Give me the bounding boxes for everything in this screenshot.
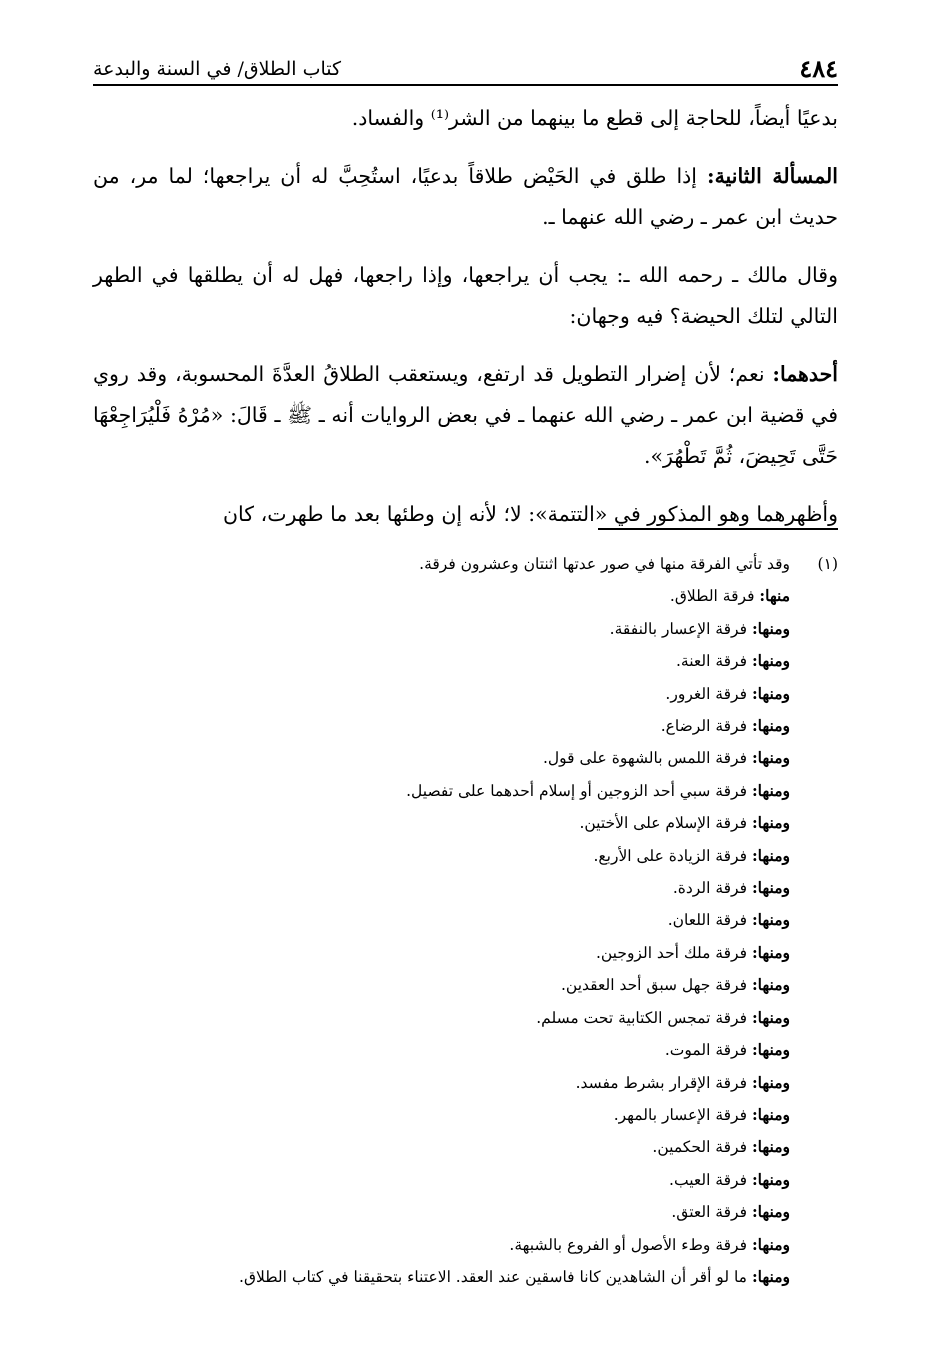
footnote-list-item (140, 1164, 790, 1196)
paragraph (93, 98, 838, 139)
footnote-list-item (140, 872, 790, 904)
list-item-key: ومنها: (751, 618, 790, 638)
list-item-key: منها: (759, 586, 790, 606)
list-item-value: فرقة اللمس بالشهوة على قول. (542, 749, 747, 768)
footnote-list-item (140, 710, 790, 742)
list-item-key: ومنها: (751, 1040, 790, 1060)
footnote-list (140, 580, 838, 1293)
list-item-key: ومنها: (751, 748, 790, 768)
footnote-list-item (140, 1002, 790, 1034)
list-item-value: فرقة الحكمين. (652, 1138, 747, 1157)
footnote-list-item (140, 969, 790, 1001)
footnote-list-item (140, 1261, 790, 1293)
paragraph (93, 156, 838, 238)
footnote-list-item (140, 678, 790, 710)
page-number: ٤٨٤ (799, 54, 838, 83)
list-item-value: فرقة وطء الأصول أو الفروع بالشبهة. (509, 1235, 747, 1254)
list-item-value: فرقة العتق. (671, 1203, 747, 1222)
paragraph-text: نعم؛ لأن إضرار التطويل قد ارتفع، ويستعقب الطلاقُ العدَّةَ المحسوبة، وقد روي في قضية ابن عمر ـ رضي الله عنهما ـ في بعض الروايات أنه ـ ﷺ ـ قَالَ: «مُرْهُ فَلْيُرَاجِعْهَا حَتَّى تَحِيضَ، ثُمَّ تَطْهُرَ». (93, 362, 838, 468)
footnotes (140, 548, 838, 1293)
list-item-value: ما لو أقر أن الشاهدين كانا فاسقين عند العقد. الاعتناء بتحقيقنا في كتاب الطلاق. (239, 1267, 747, 1286)
footnote-list-item (140, 580, 790, 612)
list-item-key: ومنها: (751, 716, 790, 736)
paragraph-text: وأظهرهما وهو المذكور في «التتمة»: لا؛ لأنه إن وطئها بعد ما طهرت، كان (223, 502, 838, 526)
list-item-value: فرقة الزيادة على الأربع. (593, 846, 747, 865)
list-item-value: فرقة العنة. (675, 652, 747, 671)
list-item-value: فرقة الإسلام على الأختين. (579, 814, 747, 833)
list-item-value: فرقة ملك أحد الزوجين. (595, 943, 747, 962)
list-item-key: ومنها: (751, 942, 790, 962)
list-item-value: فرقة الإعسار بالنفقة. (609, 619, 747, 638)
list-item-key: ومنها: (751, 1169, 790, 1189)
list-item-key: ومنها: (751, 910, 790, 930)
footnote (140, 548, 838, 580)
footnote-number: (١) (817, 555, 838, 573)
list-item-value: فرقة الطلاق. (669, 587, 755, 606)
list-item-key: ومنها: (751, 1234, 790, 1254)
list-item-key: ومنها: (751, 1104, 790, 1124)
paragraph-lead: المسألة الثانية: (707, 164, 838, 188)
paragraph (93, 255, 838, 337)
list-item-key: ومنها: (751, 1007, 790, 1027)
paragraph-lead: أحدهما: (772, 362, 838, 386)
main-text (93, 98, 838, 535)
footnote-list-item (140, 904, 790, 936)
footnote-list-item (140, 742, 790, 774)
list-item-key: ومنها: (751, 1266, 790, 1286)
footnote-list-item (140, 840, 790, 872)
paragraph (93, 354, 838, 477)
paragraph-text: وقال مالك ـ رحمه الله ـ: يجب أن يراجعها، وإذا راجعها، فهل له أن يطلقها في الطهر التالي لتلك الحيضة؟ فيه وجهان: (93, 263, 838, 328)
list-item-key: ومنها: (751, 813, 790, 833)
footnote-intro: وقد تأتي الفرقة منها في صور عدتها اثنتان وعشرون فرقة. (419, 555, 790, 573)
list-item-value: فرقة اللعان. (667, 911, 747, 930)
chapter-title: كتاب الطلاق/ في السنة والبدعة (93, 58, 342, 80)
footnote-list-item (140, 1131, 790, 1163)
footnote-list-item (140, 1099, 790, 1131)
list-item-key: ومنها: (751, 683, 790, 703)
list-item-key: ومنها: (751, 975, 790, 995)
list-item-value: فرقة الرضاع. (660, 717, 747, 736)
footnote-list-item (140, 807, 790, 839)
list-item-value: فرقة سبي أحد الزوجين أو إسلام أحدهما على تفصيل. (406, 781, 747, 800)
footnote-list-item (140, 1034, 790, 1066)
list-item-value: فرقة الردة. (672, 879, 747, 898)
running-header (93, 52, 838, 86)
footnote-list-item (140, 1196, 790, 1228)
list-item-key: ومنها: (751, 651, 790, 671)
footnote-separator (598, 528, 838, 530)
list-item-key: ومنها: (751, 1137, 790, 1157)
list-item-value: فرقة الموت. (664, 1041, 747, 1060)
footnote-list-item (140, 937, 790, 969)
list-item-key: ومنها: (751, 878, 790, 898)
list-item-value: فرقة الغرور. (665, 684, 747, 703)
paragraph-text: إذا طلق في الحَيْض طلاقاً بدعيًا، استُحِبَّ له أن يراجعها؛ لما مر، من حديث ابن عمر ـ رضي الله عنهما ـ. (93, 164, 838, 229)
list-item-key: ومنها: (751, 1202, 790, 1222)
list-item-value: فرقة تمجس الكتابية تحت مسلم. (536, 1008, 747, 1027)
footnote-list-item (140, 613, 790, 645)
list-item-key: ومنها: (751, 780, 790, 800)
footnote-list-item (140, 1067, 790, 1099)
list-item-value: فرقة جهل سبق أحد العقدين. (561, 976, 747, 995)
list-item-value: فرقة الإقرار بشرط مفسد. (575, 1073, 747, 1092)
list-item-value: فرقة العيب. (669, 1170, 747, 1189)
list-item-key: ومنها: (751, 845, 790, 865)
list-item-key: ومنها: (751, 1072, 790, 1092)
footnote-list-item (140, 775, 790, 807)
list-item-value: فرقة الإعسار بالمهر. (613, 1105, 747, 1124)
footnote-list-item (140, 645, 790, 677)
footnote-list-item (140, 1229, 790, 1261)
paragraph-text: بدعيًا أيضاً، للحاجة إلى قطع ما بينهما من الشر⁽¹⁾ والفساد. (351, 106, 838, 130)
